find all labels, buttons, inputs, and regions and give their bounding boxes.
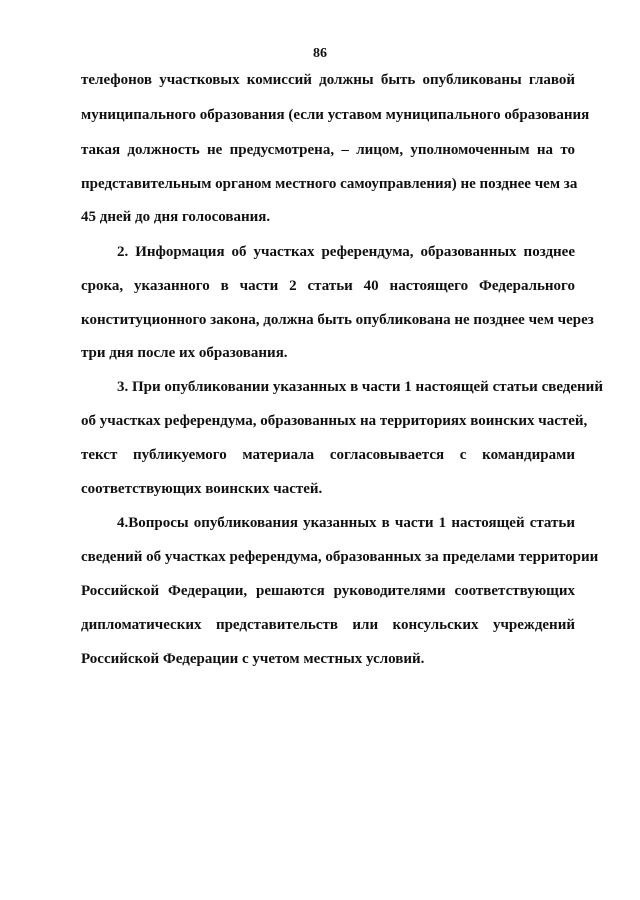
page-number: 86	[313, 46, 327, 61]
text-line: муниципального образования (если уставом муниципального образования	[81, 107, 590, 123]
text-line: Российской Федерации, решаются руководителями соответствующих	[81, 583, 575, 599]
text-line: дипломатических представительств или консульских учреждений	[81, 617, 575, 633]
text-line: текст публикуемого материала согласовывается с командирами	[81, 447, 575, 463]
text-line: 45 дней до дня голосования.	[81, 209, 271, 225]
text-line: об участках референдума, образованных на территориях воинских частей,	[81, 413, 588, 429]
text-line: три дня после их образования.	[81, 345, 288, 361]
text-line: конституционного закона, должна быть опубликована не позднее чем через	[81, 312, 594, 328]
text-line: сведений об участках референдума, образованных за пределами территории	[81, 549, 599, 565]
paragraph-3-first-line: 3. При опубликовании указанных в части 1 настоящей статьи сведений	[117, 379, 603, 395]
text-line: такая должность не предусмотрена, – лицом, уполномоченным на то	[81, 142, 575, 158]
text-line: срока, указанного в части 2 статьи 40 настоящего Федерального	[81, 278, 575, 294]
text-line: представительным органом местного самоуправления) не позднее чем за	[81, 176, 578, 192]
paragraph-2-first-line: 2. Информация об участках референдума, образованных позднее	[117, 244, 575, 260]
text-line: телефонов участковых комиссий должны быть опубликованы главой	[81, 72, 575, 88]
text-line: Российской Федерации с учетом местных условий.	[81, 651, 425, 667]
text-line: соответствующих воинских частей.	[81, 481, 323, 497]
paragraph-4-first-line: 4.Вопросы опубликования указанных в части 1 настоящей статьи	[117, 515, 575, 531]
